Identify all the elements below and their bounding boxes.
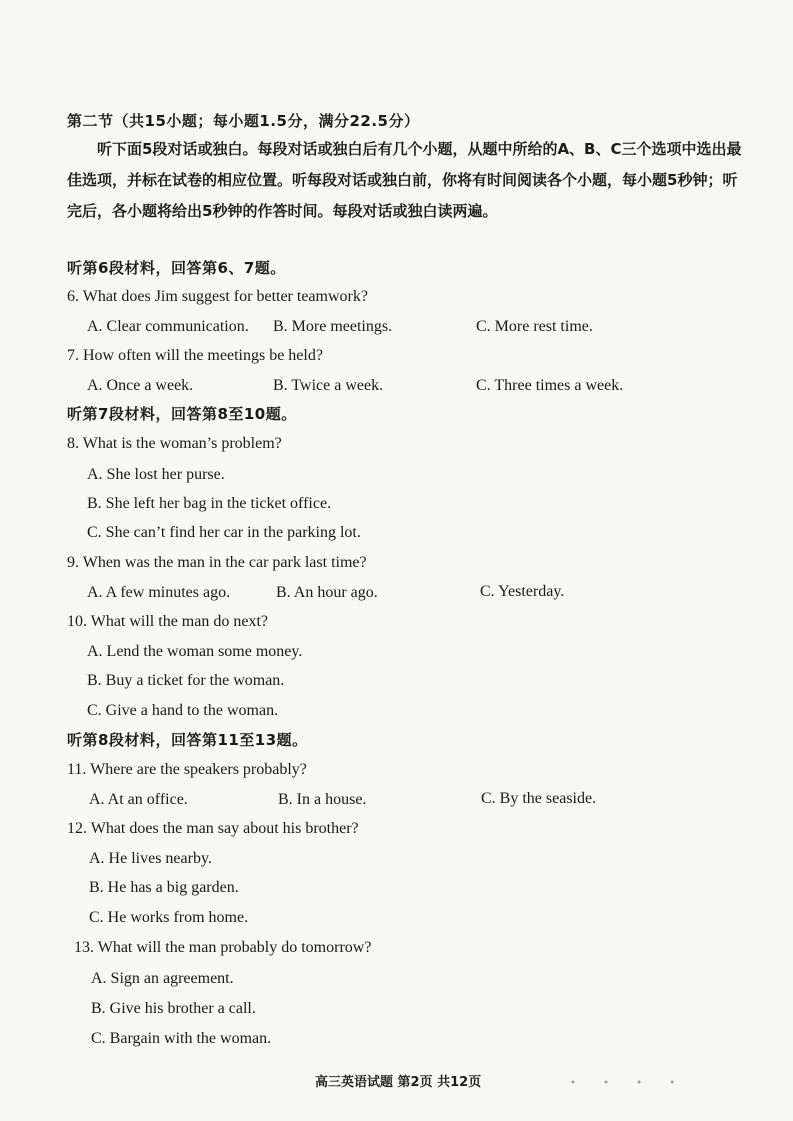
option-6c: C. More rest time. (476, 318, 593, 335)
question-stem-13: 13. What will the man probably do tomorrow? (74, 939, 372, 956)
instructions-paragraph (67, 134, 747, 227)
option-13b: B. Give his brother a call. (91, 1000, 256, 1017)
option-7c: C. Three times a week. (476, 377, 624, 394)
option-11c: C. By the seaside. (481, 790, 597, 807)
question-stem-9: 9. When was the man in the car park last time? (67, 554, 367, 571)
scan-marks: • • • • (570, 1078, 688, 1089)
option-7b: B. Twice a week. (273, 377, 384, 394)
option-6b: B. More meetings. (273, 318, 393, 335)
option-6a: A. Clear communication. (87, 318, 249, 335)
page-footer: 高三英语试题 第2页 共12页 (315, 1075, 482, 1090)
group-label-7: 听第7段材料，回答第8至10题。 (67, 405, 297, 423)
option-12c: C. He works from home. (89, 909, 249, 926)
question-stem-11: 11. Where are the speakers probably? (67, 761, 307, 778)
question-stem-12: 12. What does the man say about his brother? (67, 820, 359, 837)
option-7a: A. Once a week. (87, 377, 194, 394)
section-header: 第二节（共15小题；每小题1.5分，满分22.5分） (67, 112, 420, 130)
option-8a: A. She lost her purse. (87, 466, 225, 483)
question-stem-7: 7. How often will the meetings be held? (67, 347, 323, 364)
option-10c: C. Give a hand to the woman. (87, 702, 279, 719)
option-11b: B. In a house. (278, 791, 367, 808)
option-13a: A. Sign an agreement. (91, 970, 234, 987)
option-9a: A. A few minutes ago. (87, 584, 231, 601)
group-label-6: 听第6段材料，回答第6、7题。 (67, 259, 286, 277)
question-stem-6: 6. What does Jim suggest for better teamwork? (67, 288, 368, 305)
group-label-8: 听第8段材料，回答第11至13题。 (67, 731, 308, 749)
option-10b: B. Buy a ticket for the woman. (87, 672, 285, 689)
option-12b: B. He has a big garden. (89, 879, 239, 896)
option-10a: A. Lend the woman some money. (87, 643, 303, 660)
option-9b: B. An hour ago. (276, 584, 378, 601)
option-8b: B. She left her bag in the ticket office. (87, 495, 332, 512)
option-13c: C. Bargain with the woman. (91, 1030, 272, 1047)
option-11a: A. At an office. (89, 791, 188, 808)
option-12a: A. He lives nearby. (89, 850, 212, 867)
option-9c: C. Yesterday. (480, 583, 565, 600)
question-stem-8: 8. What is the woman’s problem? (67, 435, 282, 452)
instructions-text: 听下面5段对话或独白。每段对话或独白后有几个小题，从题中所给的A、B、C三个选项中选出最佳选项，并标在试卷的相应位置。听每段对话或独白前，你将有时间阅读各个小题，每小题5秒钟；听完后，各小题将给出5秒钟的作答时间。每段对话或独白读两遍。 (67, 140, 742, 220)
question-stem-10: 10. What will the man do next? (67, 613, 268, 630)
option-8c: C. She can’t find her car in the parking lot. (87, 524, 361, 541)
